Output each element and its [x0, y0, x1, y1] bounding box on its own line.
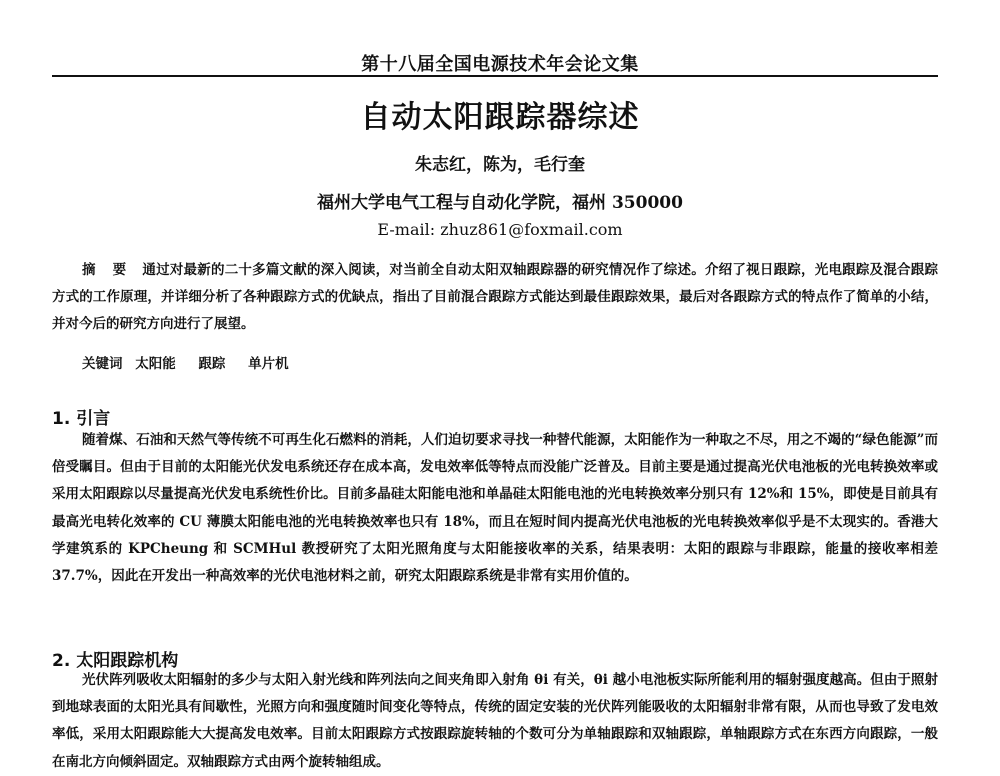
- paper-authors: 朱志红，陈为，毛行奎: [415, 155, 585, 175]
- paper-affiliation: 福州大学电气工程与自动化学院，福州 350000: [317, 193, 683, 213]
- keywords-label: 关键词: [82, 356, 123, 372]
- keyword-item: 太阳能: [135, 356, 176, 372]
- section-heading-tracking-mechanism: 2. 太阳跟踪机构: [52, 651, 179, 671]
- abstract-text: 通过对最新的二十多篇文献的深入阅读，对当前全自动太阳双轴跟踪器的研究情况作了综述。介绍了视日跟踪，光电跟踪及混合跟踪方式的工作原理，并详细分析了各种跟踪方式的优缺点，指出了目前混合跟踪方式能达到最佳跟踪效果，最后对各跟踪方式的特点作了简单的小结，并对今后的研究方向进行了展望。: [52, 262, 939, 332]
- keywords: [82, 352, 307, 372]
- paper-title: 自动太阳跟踪器综述: [360, 100, 640, 135]
- paper-email: E-mail: zhuz861@foxmail.com: [377, 220, 623, 239]
- keyword-item: 跟踪: [198, 356, 226, 372]
- section-body-introduction: 随着煤、石油和天然气等传统不可再生化石燃料的消耗，人们迫切要求寻找一种替代能源，太阳能作为一种取之不尽，用之不竭的“绿色能源”而倍受瞩目。但由于目前的太阳能光伏发电系统还存在成本高，发电效率低等特点而没能广泛普及。目前主要是通过提高光伏电池板的光电转换效率或采用太阳跟踪以尽量提高光伏发电系统性价比。目前多晶硅太阳能电池和单晶硅太阳能电池的光电转换效率分别只有 12%和 15%，即使是目前具有最高光电转化效率的 CU 薄膜太阳能电池的光电转换效率也只有 18%，而且在短时间内提高光伏电池板的光电转换效率似乎是不太现实的。香港大学建筑系的 KPCheung 和 SCMHul 教授研究了太阳光照角度与太阳能接收率的关系，结果表明：太阳的跟踪与非跟踪，能量的接收率相差 37.7%，因此在开发出一种高效率的光伏电池材料之前，研究太阳跟踪系统是非常有实用价值的。: [52, 432, 938, 585]
- section-body-tracking-mechanism: 光伏阵列吸收太阳辐射的多少与太阳入射光线和阵列法向之间夹角即入射角 θi 有关，θi 越小电池板实际所能利用的辐射强度越高。但由于照射到地球表面的太阳光具有间歇性，光照方向和强度随时间变化等特点，传统的固定安装的光伏阵列能吸收的太阳辐射非常有限，从而也导致了发电效率低，采用太阳跟踪能大大提高发电效率。目前太阳跟踪方式按跟踪旋转轴的个数可分为单轴跟踪和双轴跟踪，单轴跟踪方式在东西方向跟踪，一般在南北方向倾斜固定。双轴跟踪方式由两个旋转轴组成。: [52, 672, 938, 770]
- keyword-item: 单片机: [248, 356, 289, 372]
- abstract-label: 摘 要: [82, 262, 133, 278]
- abstract: [52, 257, 938, 338]
- section-heading-introduction: 1. 引言: [52, 409, 111, 429]
- running-title: 第十八届全国电源技术年会论文集: [361, 54, 639, 75]
- header-rule: [52, 75, 938, 77]
